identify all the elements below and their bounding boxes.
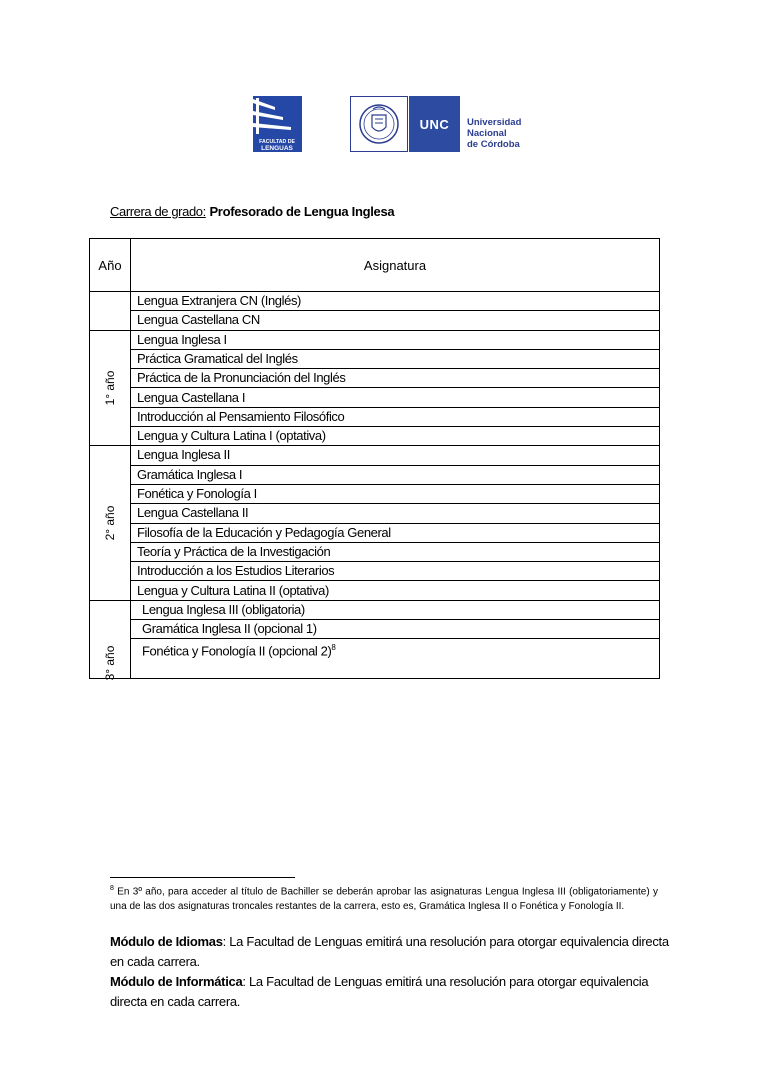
year-label: 3° año [103, 645, 117, 681]
subject-name: Práctica Gramatical del Inglés [137, 350, 298, 366]
table-row [131, 369, 659, 388]
module-informatics-title: Módulo de Informática [110, 974, 243, 989]
subject-name: Fonética y Fonología I [137, 486, 257, 501]
year-label: 1° año [103, 370, 117, 405]
subject-name: Lengua Inglesa I [137, 331, 227, 347]
table-row [131, 582, 659, 601]
subjects-table [89, 238, 660, 679]
facultad-de-lenguas-logo [253, 96, 302, 152]
table-row [131, 639, 659, 678]
footnote [110, 881, 658, 914]
subject-name: Teoría y Práctica de la Investigación [137, 543, 331, 559]
subject-name: Lengua y Cultura Latina II (optativa) [137, 582, 329, 598]
subject-name: Lengua Inglesa III (obligatoria) [142, 601, 305, 617]
subject-name: Filosofía de la Educación y Pedagogía General [137, 524, 391, 540]
module-languages: Módulo de Idiomas: La Facultad de Lenguas emitirá una resolución para otorgar equivalencia directa en cada carrera. [110, 934, 669, 969]
table-header [90, 239, 659, 292]
subject-name: Fonética y Fonología II (opcional 2) [142, 643, 332, 659]
subject-name: Gramática Inglesa II (opcional 1) [142, 621, 317, 637]
table-row [131, 504, 659, 523]
subject-name: Lengua y Cultura Latina I (optativa) [137, 428, 326, 444]
year-label: 2° año [103, 505, 117, 541]
module-languages-text: La Facultad de Lenguas emitirá una resolución para otorgar equivalencia directa en cada carrera. [110, 934, 669, 969]
unc-name-line-1: Universidad [467, 117, 522, 128]
table-row [131, 389, 659, 408]
subject-name: Práctica de la Pronunciación del Inglés [137, 370, 346, 386]
career-label: Carrera de grado: [110, 204, 206, 219]
column-header-year: Año [98, 257, 122, 273]
subject-name: Lengua Inglesa II [137, 447, 230, 463]
table-row [131, 601, 659, 620]
unc-full-name [467, 117, 521, 150]
footnote-reference: 8 [331, 643, 336, 653]
unc-name-line-3: de Córdoba [467, 139, 520, 150]
subject-name: Introducción al Pensamiento Filosófico [137, 408, 345, 424]
table-row [131, 427, 659, 446]
subject-name: Lengua Castellana CN [137, 312, 260, 328]
unc-logo [350, 96, 530, 152]
module-informatics: Módulo de Informática: La Facultad de Lenguas emitirá una resolución para otorgar equivalencia directa en cada carrera. [110, 974, 649, 1009]
table-row [131, 311, 659, 330]
unc-name-line-2: Nacional [467, 128, 507, 139]
footnote-marker: 8 [110, 885, 114, 892]
subject-name: Introducción a los Estudios Literarios [137, 563, 335, 579]
career-name: Profesorado de Lengua Inglesa [209, 204, 395, 219]
table-row [131, 350, 659, 369]
subject-name: Gramática Inglesa I [137, 466, 243, 482]
module-languages-title: Módulo de Idiomas [110, 934, 223, 949]
table-row [131, 543, 659, 562]
table-row [131, 466, 659, 485]
year-divider [90, 600, 131, 601]
table-row [131, 562, 659, 581]
table-row [131, 485, 659, 504]
year-divider [90, 330, 131, 331]
footnote-text: En 3º año, para acceder al título de Bachiller se deberán aprobar las asignaturas Lengua Inglesa III (obligatoriamente) y una de las dos asignaturas troncales restantes de la carrera, esto es, Gramática Inglesa II o Fonética y Fonología II. [110, 886, 658, 913]
column-header-subject: Asignatura [363, 257, 427, 273]
table-row [131, 620, 659, 639]
unc-abbreviation: UNC [409, 96, 460, 152]
module-informatics-text: La Facultad de Lenguas emitirá una resolución para otorgar equivalencia directa en cada carrera. [110, 974, 649, 1009]
year-divider [90, 445, 131, 446]
faculty-logo-text-1: FACULTAD DE [259, 139, 295, 145]
career-heading [110, 204, 394, 219]
faculty-logo-text-2: LENGUAS [261, 145, 293, 152]
table-row [131, 446, 659, 465]
subject-name: Lengua Castellana II [137, 505, 249, 521]
subject-name: Lengua Castellana I [137, 389, 246, 405]
table-row [131, 408, 659, 427]
table-row [131, 524, 659, 543]
footnote-divider [110, 877, 295, 878]
unc-coat-of-arms-icon [350, 96, 408, 152]
table-row [131, 331, 659, 350]
table-row [131, 292, 659, 311]
subject-name: Lengua Extranjera CN (Inglés) [137, 293, 301, 308]
